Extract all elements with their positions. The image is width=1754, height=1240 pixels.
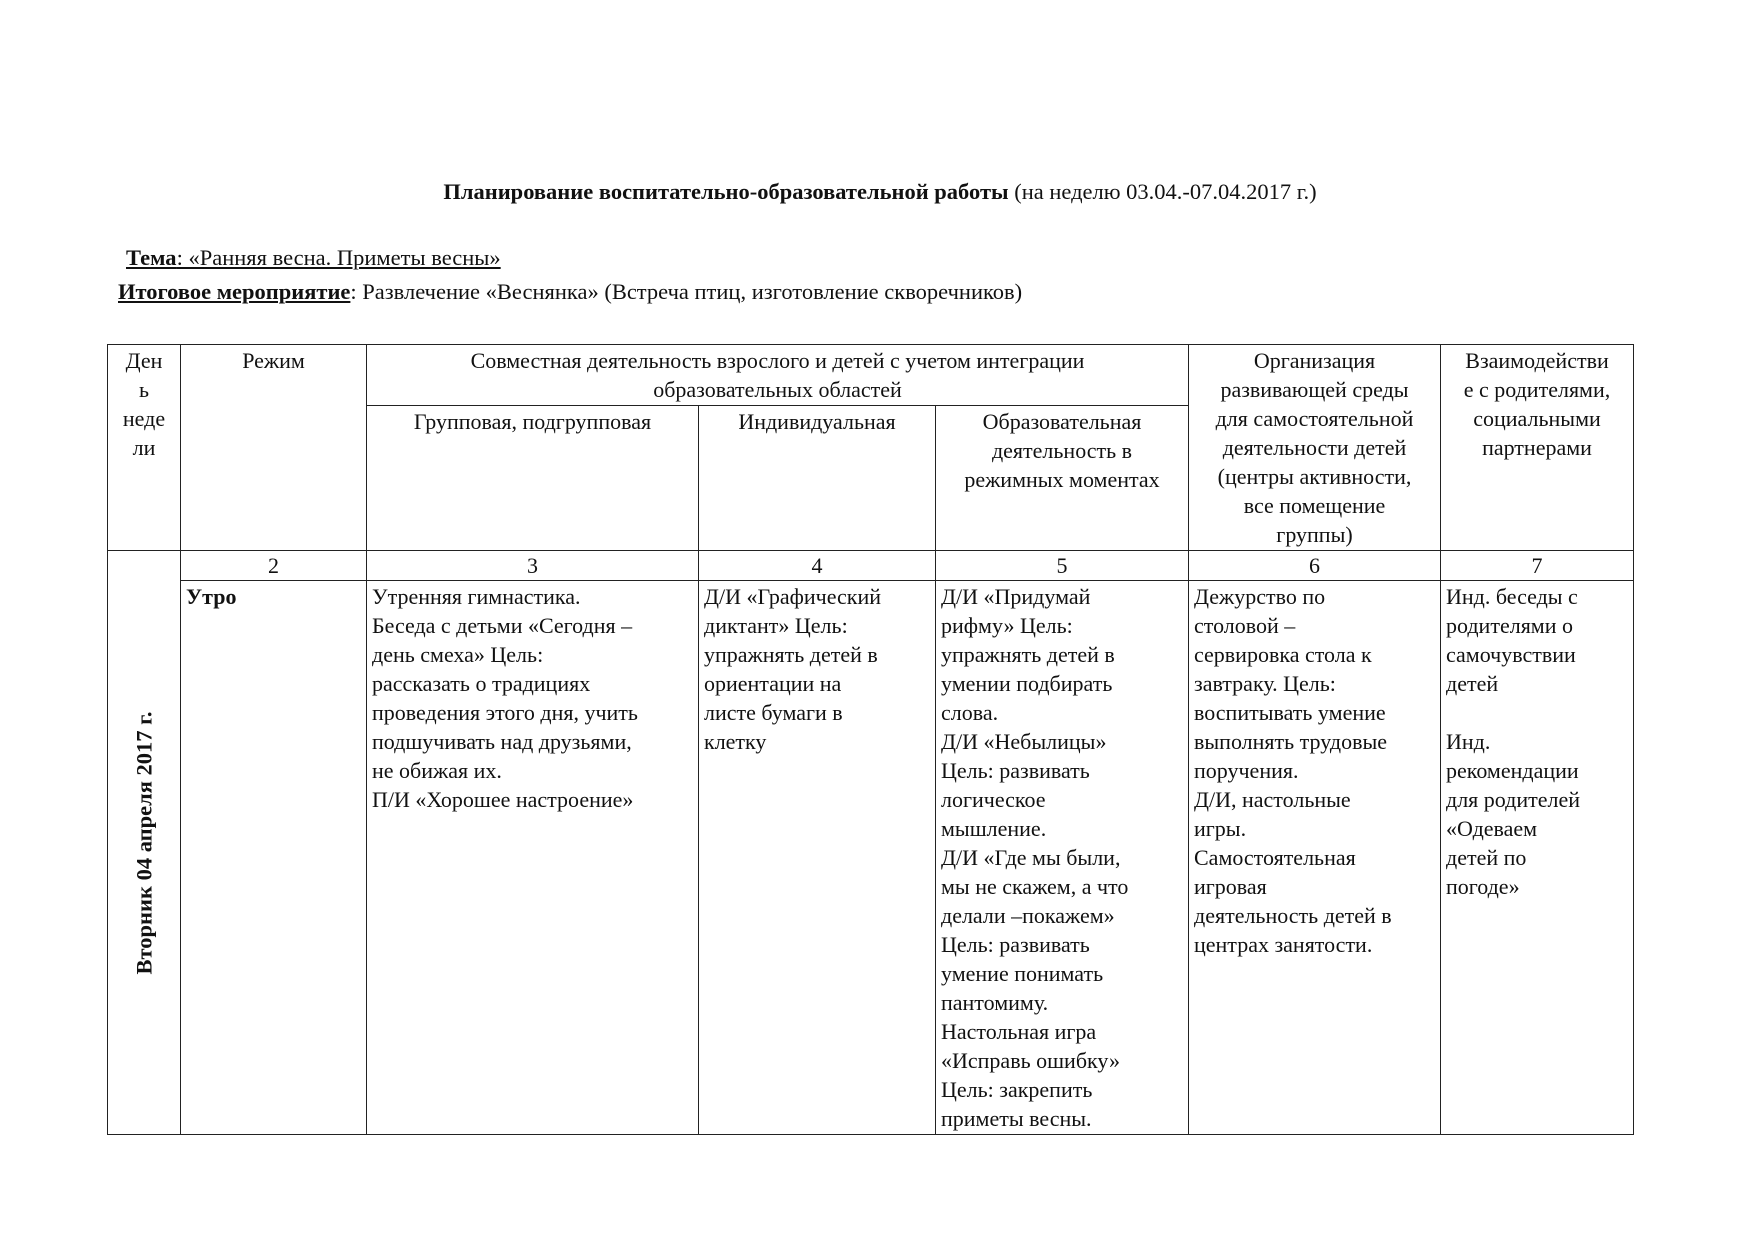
column-number: 6 (1189, 551, 1441, 581)
group-activities-cell (367, 581, 699, 1135)
header-joint-line: Совместная деятельность взрослого и детей с учетом интеграции (470, 348, 1085, 373)
individual-activities-cell (699, 581, 936, 1135)
header-individual: Индивидуальная (699, 406, 936, 551)
text-line: Самостоятельная (1194, 845, 1356, 870)
text-line: детей (1446, 671, 1499, 696)
header-day-line: Ден (125, 348, 163, 373)
text-line: упражнять детей в (941, 642, 1115, 667)
text-line: мы не скажем, а что (941, 874, 1129, 899)
header-group: Групповая, подгрупповая (367, 406, 699, 551)
text-line: Беседа с детьми «Сегодня – (372, 613, 633, 638)
text-line: детей по (1446, 845, 1527, 870)
header-env-line: (центры активности, (1217, 464, 1412, 489)
text-line: рекомендации (1446, 758, 1579, 783)
text-line: рифму» Цель: (941, 613, 1073, 638)
document-title (0, 179, 1754, 205)
text-line: центрах занятости. (1194, 932, 1373, 957)
text-line: Настольная игра (941, 1019, 1097, 1044)
theme-value: : «Ранняя весна. Приметы весны» (176, 245, 501, 270)
header-parents-line: партнерами (1482, 435, 1592, 460)
text-line: П/И «Хорошее настроение» (372, 787, 634, 812)
text-line: мышление. (941, 816, 1047, 841)
title-bold-part: Планирование воспитательно-образовательной работы (443, 179, 1009, 204)
header-edu-activity (936, 406, 1189, 551)
environment-cell (1189, 581, 1441, 1135)
column-number: 3 (367, 551, 699, 581)
text-line: Д/И «Небылицы» (941, 729, 1107, 754)
header-parents-line: Взаимодействи (1465, 348, 1609, 373)
column-number: 4 (699, 551, 936, 581)
text-line: Цель: развивать (941, 932, 1090, 957)
text-line: ориентации на (704, 671, 842, 696)
text-line: рассказать о традициях (372, 671, 591, 696)
header-regime: Режим (181, 345, 367, 551)
header-parents-line: социальными (1473, 406, 1601, 431)
header-parents (1441, 345, 1634, 551)
column-number: 7 (1441, 551, 1634, 581)
title-date-range: (на неделю 03.04.-07.04.2017 г.) (1008, 179, 1317, 204)
header-env-line: деятельности детей (1222, 435, 1407, 460)
text-line: делали –покажем» (941, 903, 1115, 928)
text-line: клетку (704, 729, 767, 754)
parents-cell (1441, 581, 1634, 1135)
text-line: родителями о (1446, 613, 1574, 638)
text-line: логическое (941, 787, 1046, 812)
header-day-line: ь (138, 377, 150, 402)
header-joint-activity (367, 345, 1189, 406)
text-line: не обижая их. (372, 758, 502, 783)
column-number-row (108, 551, 1634, 581)
text-line: Цель: закрепить (941, 1077, 1093, 1102)
text-line: Д/И «Где мы были, (941, 845, 1121, 870)
text-line: «Исправь ошибку» (941, 1048, 1120, 1073)
header-env-line: группы) (1276, 522, 1353, 547)
blank-line (1446, 698, 1628, 727)
text-line: воспитывать умение (1194, 700, 1386, 725)
header-joint-line: образовательных областей (653, 377, 902, 402)
text-line: игровая (1194, 874, 1267, 899)
text-line: слова. (941, 700, 999, 725)
text-line: умении подбирать (941, 671, 1113, 696)
text-line: Дежурство по (1194, 584, 1326, 609)
text-line: погоде» (1446, 874, 1520, 899)
header-environment (1189, 345, 1441, 551)
text-line: приметы весны. (941, 1106, 1092, 1131)
header-edu-line: Образовательная (982, 409, 1142, 434)
text-line: сервировка стола к (1194, 642, 1372, 667)
header-env-line: развивающей среды (1220, 377, 1409, 402)
header-env-line: Организация (1253, 348, 1376, 373)
theme-line (126, 245, 501, 271)
text-line: выполнять трудовые (1194, 729, 1388, 754)
final-event-line (118, 279, 1022, 305)
regime-morning: Утро (181, 581, 367, 1135)
text-line: Инд. беседы с (1446, 584, 1578, 609)
day-cell (108, 551, 181, 1135)
text-line: листе бумаги в (704, 700, 843, 725)
final-event-label: Итоговое мероприятие (118, 279, 351, 304)
text-line: столовой – (1194, 613, 1296, 638)
theme-label: Тема (126, 245, 177, 270)
text-line: Утренняя гимнастика. (372, 584, 581, 609)
text-line: для родителей (1446, 787, 1581, 812)
text-line: Д/И «Придумай (941, 584, 1091, 609)
text-line: поручения. (1194, 758, 1299, 783)
text-line: завтраку. Цель: (1194, 671, 1336, 696)
text-line: игры. (1194, 816, 1247, 841)
day-label: Вторник 04 апреля 2017 г. (131, 711, 157, 974)
text-line: проведения этого дня, учить (372, 700, 638, 725)
header-day-of-week (108, 345, 181, 551)
text-line: день смеха» Цель: (372, 642, 544, 667)
text-line: пантомиму. (941, 990, 1049, 1015)
header-day-line: ли (132, 435, 156, 460)
header-day-line: неде (122, 406, 166, 431)
text-line: диктант» Цель: (704, 613, 848, 638)
header-parents-line: е с родителями, (1463, 377, 1611, 402)
text-line: Д/И, настольные (1194, 787, 1351, 812)
text-line: самочувствии (1446, 642, 1576, 667)
header-edu-line: режимных моментах (964, 467, 1160, 492)
column-number: 2 (181, 551, 367, 581)
text-line: «Одеваем (1446, 816, 1538, 841)
final-event-value: : Развлечение «Веснянка» (Встреча птиц, изготовление скворечников) (350, 279, 1023, 304)
plan-table (107, 344, 1634, 1135)
header-env-line: для самостоятельной (1215, 406, 1414, 431)
morning-row (108, 581, 1634, 1135)
routine-activities-cell (936, 581, 1189, 1135)
header-row-1 (108, 345, 1634, 406)
column-number: 5 (936, 551, 1189, 581)
header-env-line: все помещение (1243, 493, 1386, 518)
text-line: Инд. (1446, 729, 1491, 754)
header-edu-line: деятельность в (991, 438, 1133, 463)
text-line: Д/И «Графический (704, 584, 882, 609)
text-line: Цель: развивать (941, 758, 1090, 783)
text-line: упражнять детей в (704, 642, 878, 667)
text-line: деятельность детей в (1194, 903, 1392, 928)
text-line: подшучивать над друзьями, (372, 729, 632, 754)
text-line: умение понимать (941, 961, 1104, 986)
